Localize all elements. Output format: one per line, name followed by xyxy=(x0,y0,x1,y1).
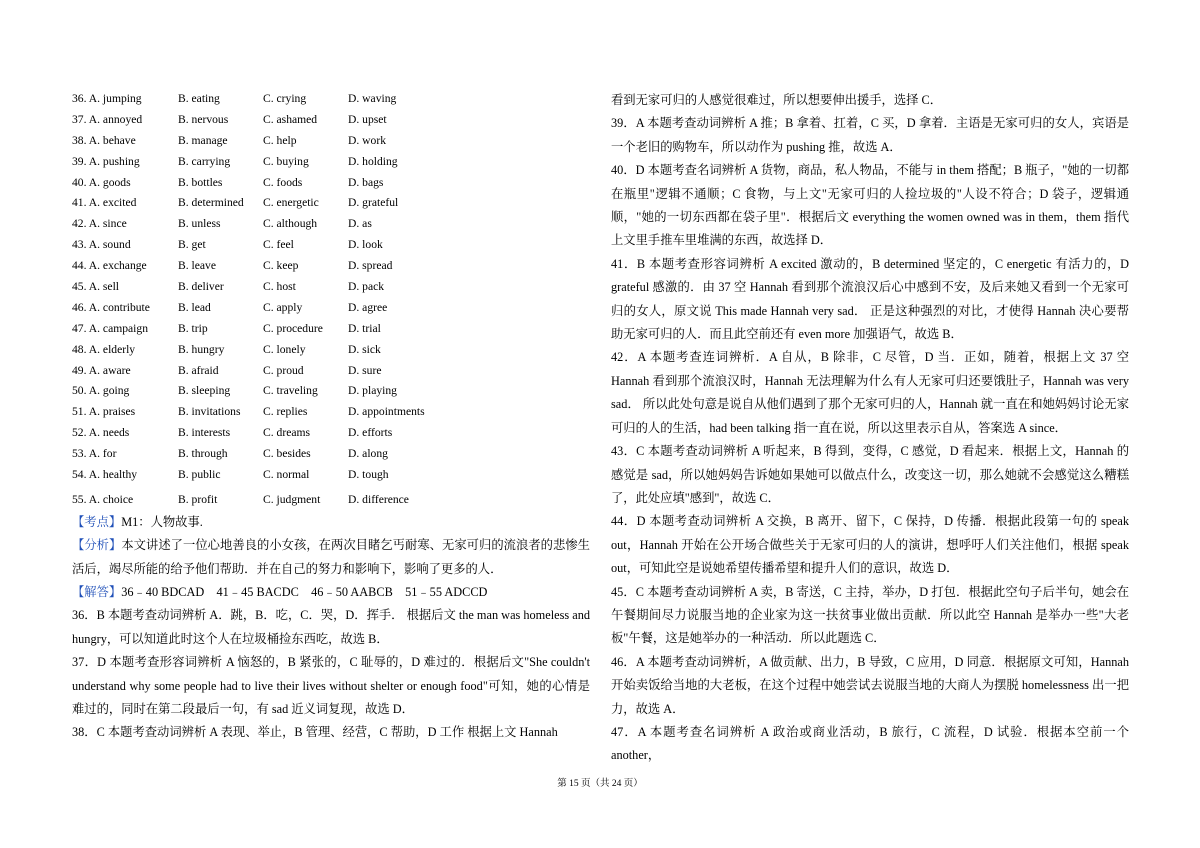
option-choice: C. normal xyxy=(263,468,310,482)
explanation-paragraph: 46．A 本题考查动词辨析，A 做贡献、出力，B 导致，C 应用，D 同意．根据原文可知，Hannah 开始卖饭给当地的大老板，在这个过程中她尝试去说服当地的大商人为摆脱 homelessness 出一把力，故选 A． xyxy=(611,654,1129,716)
option-choice: 45. A. sell xyxy=(72,280,120,294)
option-choice: B. interests xyxy=(178,426,231,440)
option-row xyxy=(72,110,590,131)
option-row xyxy=(72,319,590,340)
fenxi-tag: 【分析】 xyxy=(72,538,122,553)
option-choice: C. besides xyxy=(263,447,311,461)
option-choice: 52. A. needs xyxy=(72,426,130,440)
option-choice: C. energetic xyxy=(263,196,319,210)
option-choice: D. tough xyxy=(348,468,389,482)
explanation-paragraph: 36．B 本题考查动词辨析 A．跳，B．吃，C．哭，D．挥手． 根据后文 the man was homeless and hungry，可以知道此时这个人在垃圾桶捡东西吃，故选 B． xyxy=(72,608,590,646)
option-choice: D. sick xyxy=(348,342,381,356)
option-row xyxy=(72,193,590,214)
option-choice: D. as xyxy=(348,217,372,231)
option-row xyxy=(72,256,590,277)
option-row xyxy=(72,444,590,465)
explanation-paragraph: 看到无家可归的人感觉很难过，所以想要伸出援手，选择 C． xyxy=(611,93,942,107)
option-choice: 44. A. exchange xyxy=(72,259,147,273)
jieda-line xyxy=(72,581,590,604)
option-row xyxy=(72,89,590,110)
option-choice: B. determined xyxy=(178,196,244,210)
option-row xyxy=(72,298,590,319)
explanation-paragraph: 41．B 本题考查形容词辨析 A excited 激动的，B determined 坚定的，C energetic 有活力的，D grateful 感激的．由 37 空 Hannah 看到那个流浪汉后心中感到不安，及后来她又看到一个无家可归的女人，原文说 This made Hannah very sad． 正是这种强烈的对比，才使得 Hannah 决心要帮助无家可归的人．而且此空前还有 even more 加强语气，故选 B． xyxy=(611,256,1129,342)
right-column xyxy=(611,89,1129,768)
fenxi-text: 本文讲述了一位心地善良的小女孩，在两次目睹乞丐耐寒、无家可归的流浪者的悲惨生活后，竭尽所能的给予他们帮助．并在自己的努力和影响下，影响了更多的人． xyxy=(72,538,590,576)
option-choice: B. bottles xyxy=(178,175,223,189)
option-choice: C. foods xyxy=(263,175,303,189)
option-list xyxy=(72,89,590,511)
explanation-paragraph: 42．A 本题考查连词辨析．A 自从，B 除非，C 尽管，D 当．正如，随着，根据上文 37 空 Hannah 看到那个流浪汉时，Hannah 无法理解为什么有人无家可归还要饿肚子，Hannah was very sad． 所以此处句意是说自从他们遇到了那个无家可归的人，Hannah 就一直在和她妈妈讨论无家可归的人的生活，had been talking 指一直在说，所以这里表示自从，答案选 A since． xyxy=(611,350,1129,435)
option-choice: 42. A. since xyxy=(72,217,127,231)
explanation-paragraph: 38．C 本题考查动词辨析 A 表现、举止，B 管理、经营，C 帮助，D 工作 根据上文 Hannah xyxy=(72,725,558,740)
option-choice: B. through xyxy=(178,447,228,461)
option-choice: B. get xyxy=(178,238,206,252)
option-choice: 41. A. excited xyxy=(72,196,137,210)
option-choice: B. eating xyxy=(178,92,220,105)
kaodian-line xyxy=(72,511,590,534)
option-choice: B. unless xyxy=(178,217,221,231)
jieda-tag: 【解答】 xyxy=(72,585,122,600)
option-choice: C. keep xyxy=(263,259,299,273)
option-choice: C. ashamed xyxy=(263,112,318,126)
option-row xyxy=(72,277,590,298)
option-choice: C. procedure xyxy=(263,321,323,335)
option-row xyxy=(72,423,590,444)
option-choice: 47. A. campaign xyxy=(72,321,148,335)
option-choice: B. public xyxy=(178,468,221,482)
option-choice: C. host xyxy=(263,280,296,294)
option-row xyxy=(72,340,590,361)
option-choice: D. difference xyxy=(348,492,409,506)
option-choice: D. playing xyxy=(348,384,397,398)
explanation-paragraph: 39．A 本题考查动词辨析 A 推；B 拿着、扛着，C 买，D 拿着．主语是无家可归的女人，宾语是一个老旧的购物车，所以动作为 pushing 推，故选 A． xyxy=(611,116,1129,154)
option-choice: D. pack xyxy=(348,280,385,294)
option-choice: D. upset xyxy=(348,112,387,126)
jieda-text: 36﹣40 BDCAD 41﹣45 BACDC 46﹣50 AABCB 51﹣55 ADCCD xyxy=(121,585,488,600)
option-choice: B. invitations xyxy=(178,405,241,419)
option-choice: D. bags xyxy=(348,175,384,189)
option-choice: B. lead xyxy=(178,300,211,314)
option-choice: C. help xyxy=(263,133,297,147)
option-choice: 37. A. annoyed xyxy=(72,112,143,126)
option-row xyxy=(72,131,590,152)
option-choice: 46. A. contribute xyxy=(72,300,150,314)
option-choice: D. agree xyxy=(348,300,388,314)
option-choice: D. waving xyxy=(348,92,397,105)
option-choice: 38. A. behave xyxy=(72,133,136,147)
option-choice: 40. A. goods xyxy=(72,175,131,189)
option-row xyxy=(72,235,590,256)
explanation-paragraph: 47．A 本题考查名词辨析 A 政治或商业活动，B 旅行，C 流程，D 试验．根据本空前一个 another， xyxy=(611,724,1129,763)
option-choice: D. holding xyxy=(348,154,398,168)
option-choice: D. work xyxy=(348,133,386,147)
option-choice: C. buying xyxy=(263,154,309,168)
option-choice: B. nervous xyxy=(178,112,229,126)
option-choice: C. proud xyxy=(263,363,304,377)
option-choice: B. sleeping xyxy=(178,384,231,398)
option-choice: 49. A. aware xyxy=(72,363,131,377)
option-row xyxy=(72,173,590,194)
option-row xyxy=(72,214,590,235)
option-row xyxy=(72,402,590,423)
option-choice: 48. A. elderly xyxy=(72,342,136,356)
option-row xyxy=(72,381,590,402)
option-choice: 54. A. healthy xyxy=(72,468,138,482)
fenxi-paragraph xyxy=(72,534,590,581)
option-choice: C. feel xyxy=(263,238,294,252)
explanation-paragraph: 43．C 本题考查动词辨析 A 听起来，B 得到，变得，C 感觉，D 看起来．根据上文，Hannah 的感觉是 sad，所以她妈妈告诉她如果她可以做点什么，改变这一切，那么她就不会感觉这么糟糕了，此处应填"感到"，故选 C． xyxy=(611,444,1129,505)
page-number-footer: 第 15 页（共 24 页） xyxy=(557,779,643,789)
option-row xyxy=(72,361,590,382)
option-row xyxy=(72,465,590,486)
option-choice: 39. A. pushing xyxy=(72,154,140,168)
option-row xyxy=(72,152,590,173)
option-choice: B. leave xyxy=(178,259,216,273)
option-choice: B. manage xyxy=(178,133,228,147)
kaodian-tag: 【考点】 xyxy=(72,514,122,529)
option-choice: 51. A. praises xyxy=(72,405,136,419)
option-choice: C. although xyxy=(263,217,318,231)
option-row xyxy=(72,490,590,511)
explanation-paragraph: 44．D 本题考查动词辨析 A 交换，B 离开、留下，C 保持，D 传播．根据此段第一句的 speak out，Hannah 开始在公开场合做些关于无家可归的人的演讲，想呼吁人们关注他们，根据 speak out，可知此空是说她希望传播希望和提升人们的意识，故选 D． xyxy=(611,514,1129,576)
left-column xyxy=(72,89,590,745)
explanation-paragraph: 45．C 本题考查动词辨析 A 卖，B 寄送，C 主持，举办，D 打包．根据此空句子后半句，她会在午餐期间尽力说服当地的企业家为这一扶贫事业做出贡献．所以此空 Hannah 是举办一些"大老板"午餐，这是她举办的一种活动．所以此题选 C． xyxy=(611,584,1129,646)
option-choice: D. look xyxy=(348,238,383,252)
option-choice: C. apply xyxy=(263,300,303,314)
option-choice: D. efforts xyxy=(348,426,393,440)
option-choice: D. trial xyxy=(348,321,381,335)
option-choice: C. dreams xyxy=(263,426,311,440)
option-choice: C. replies xyxy=(263,405,308,419)
option-choice: 36. A. jumping xyxy=(72,92,142,105)
option-choice: B. deliver xyxy=(178,280,224,294)
option-choice: B. profit xyxy=(178,492,218,506)
kaodian-text: M1：人物故事. xyxy=(121,514,203,529)
option-choice: D. appointments xyxy=(348,405,425,419)
option-choice: D. grateful xyxy=(348,196,399,210)
option-choice: D. spread xyxy=(348,259,393,273)
option-choice: C. lonely xyxy=(263,342,306,356)
explanation-paragraph: 37．D 本题考查形容词辨析 A 恼怒的，B 紧张的，C 耻辱的，D 难过的．根据后文"She couldn't understand why some people had to live their lives without shelter or enough food"可知，她的心情是难过的，同时在第二段最后一句，有 sad 近义词复现，故选 D． xyxy=(72,655,590,717)
explanation-paragraph: 40．D 本题考查名词辨析 A 货物，商品，私人物品，不能与 in them 搭配；B 瓶子，"她的一切都在瓶里"逻辑不通顺；C 食物，与上文"无家可归的人捡垃圾的"人设不符合；D 袋子，逻辑通顺，"她的一切东西都在袋子里"．根据后文 everything the women owned was in them，them 指代上文里手推车里堆满的东西，故选择 D． xyxy=(611,163,1129,248)
option-choice: 55. A. choice xyxy=(72,492,134,506)
option-choice: D. along xyxy=(348,447,388,461)
option-choice: 43. A. sound xyxy=(72,238,131,252)
option-choice: D. sure xyxy=(348,363,382,377)
option-choice: C. judgment xyxy=(263,492,321,506)
option-choice: C. traveling xyxy=(263,384,318,398)
option-choice: B. afraid xyxy=(178,363,219,377)
option-choice: 50. A. going xyxy=(72,384,130,398)
option-choice: C. crying xyxy=(263,92,307,105)
option-choice: 53. A. for xyxy=(72,447,117,461)
option-choice: B. hungry xyxy=(178,342,225,356)
option-choice: B. carrying xyxy=(178,154,231,168)
option-choice: B. trip xyxy=(178,321,208,335)
